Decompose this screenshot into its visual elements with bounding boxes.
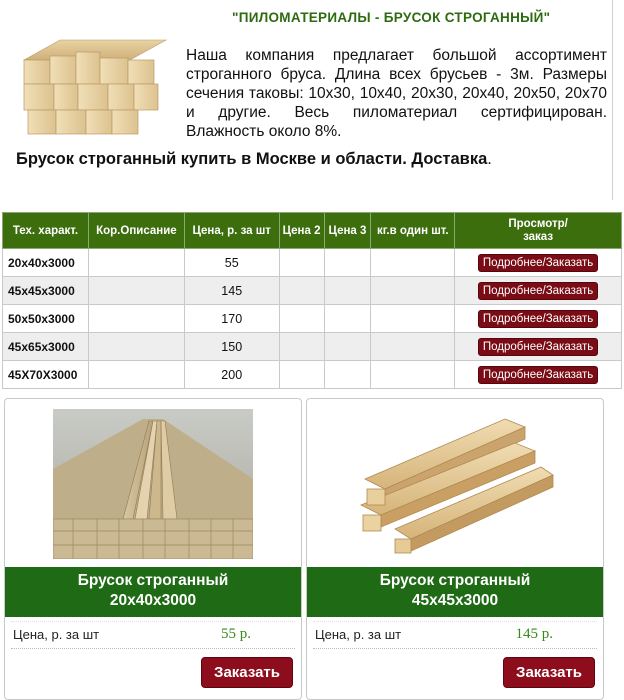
price-row [11,621,295,649]
card-title-line1: Брусок строганный [379,572,531,589]
cell-action [455,277,622,305]
price-value: 145 р. [515,626,553,642]
cell-price2 [279,277,324,305]
cell-spec: 45х65х3000 [3,333,89,361]
cell-price2 [279,249,324,277]
timber-bars-photo[interactable] [355,409,555,559]
cell-price2 [279,305,324,333]
cell-spec: 20х40х3000 [3,249,89,277]
cell-desc [88,277,184,305]
cell-desc [88,361,184,389]
card-title[interactable] [307,567,603,617]
cell-price: 55 [184,249,279,277]
cell-price: 200 [184,361,279,389]
cell-desc [88,333,184,361]
price-value: 55 р. [221,626,251,642]
cell-kg [371,305,455,333]
intro-paragraph: Наша компания предлагает большой ассортимент строганного бруса. Длина всех брусьев - 3м. Размеры сечения таковы: 10х30, 10х40, 20х30, 20х40, 20х50, 20х70 и другие. Весь пиломатериал сертифицирован. Влажность около 8%. [186,47,607,140]
table-row [3,249,622,277]
product-card [4,398,302,700]
price-row [313,621,597,649]
cell-kg [371,361,455,389]
cell-kg [371,249,455,277]
col-header-desc: Кор.Описание [88,213,184,249]
col-header-spec: Тех. характ. [3,213,89,249]
cell-action [455,249,622,277]
cell-desc [88,249,184,277]
table-row [3,333,622,361]
cell-price3 [324,277,371,305]
page-title: "ПИЛОМАТЕРИАЛЫ - БРУСОК СТРОГАННЫЙ" [232,10,551,25]
cell-kg [371,333,455,361]
col-header-action: Просмотр/ заказ [455,213,622,249]
cell-kg [371,277,455,305]
product-card [306,398,604,700]
timber-stack-photo[interactable] [53,409,253,559]
cell-price3 [324,361,371,389]
price-label: Цена, р. за шт [315,627,402,642]
buy-heading-dot: . [487,150,492,168]
col-header-price3: Цена 3 [324,213,371,249]
buy-heading [16,150,492,169]
col-header-price2: Цена 2 [279,213,324,249]
details-order-button[interactable]: Подробнее/Заказать [478,282,598,300]
details-order-button[interactable]: Подробнее/Заказать [478,310,598,328]
cell-price: 145 [184,277,279,305]
cell-price3 [324,333,371,361]
cell-action [455,333,622,361]
product-intro-section [0,0,613,200]
cell-spec: 50х50х3000 [3,305,89,333]
cell-price: 170 [184,305,279,333]
cell-price3 [324,305,371,333]
card-title-line1: Брусок строганный [77,572,229,589]
col-header-kg: кг.в один шт. [371,213,455,249]
details-order-button[interactable]: Подробнее/Заказать [478,338,598,356]
details-order-button[interactable]: Подробнее/Заказать [478,254,598,272]
price-table [2,212,622,389]
cell-price2 [279,333,324,361]
order-button[interactable]: Заказать [503,657,595,688]
cell-spec: 45х45х3000 [3,277,89,305]
cell-spec: 45Х70Х3000 [3,361,89,389]
price-table-header [3,213,622,249]
card-title-line2: 45х45х3000 [411,592,499,609]
table-row [3,277,622,305]
card-title-line2: 20х40х3000 [109,592,197,609]
cell-price3 [324,249,371,277]
cell-action [455,305,622,333]
cell-price: 150 [184,333,279,361]
price-label: Цена, р. за шт [13,627,100,642]
buy-heading-text: Брусок строганный купить в Москве и области. Доставка [16,150,488,168]
cell-desc [88,305,184,333]
cell-price2 [279,361,324,389]
cell-action [455,361,622,389]
col-header-price: Цена, р. за шт [184,213,279,249]
timber-bundle-image [20,30,170,138]
details-order-button[interactable]: Подробнее/Заказать [478,366,598,384]
table-row [3,361,622,389]
table-row [3,305,622,333]
order-button[interactable]: Заказать [201,657,293,688]
card-title[interactable] [5,567,301,617]
